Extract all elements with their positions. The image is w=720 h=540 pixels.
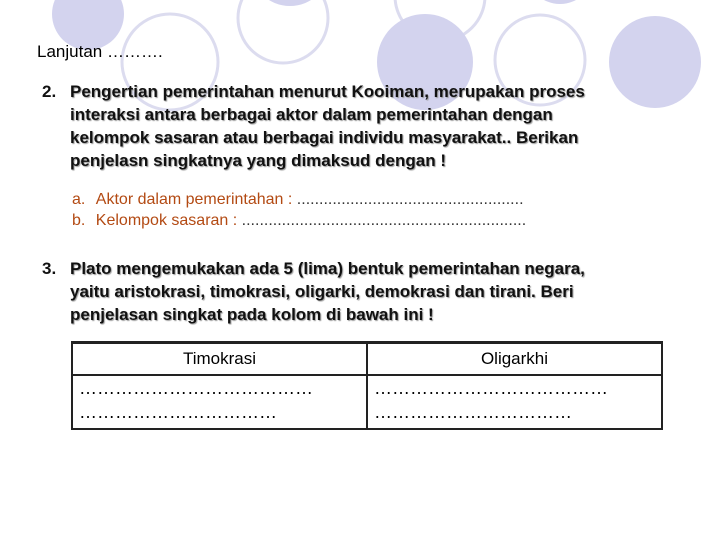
- question-line: penjelasn singkatnya yang dimaksud dengan !: [70, 151, 446, 170]
- column-header-timokrasi: Timokrasi: [72, 343, 367, 376]
- answer-table: [71, 341, 663, 430]
- subitem-a: [72, 191, 524, 209]
- question-line: kelompok sasaran atau berbagai individu masyarakat.. Berikan: [70, 128, 579, 147]
- question-line: interaksi antara berbagai aktor dalam pemerintahan dengan: [70, 105, 553, 124]
- page-heading: Lanjutan ……….: [37, 42, 163, 61]
- answer-dots: ……………………………: [79, 402, 277, 422]
- subitem-b: [72, 212, 526, 230]
- column-header-oligarkhi: Oligarkhi: [367, 343, 662, 376]
- answer-cell-oligarkhi[interactable]: [367, 375, 662, 429]
- question-number: 2.: [42, 82, 57, 101]
- subitem-letter: a.: [72, 191, 86, 208]
- question-line: penjelasan singkat pada kolom di bawah ini !: [70, 305, 434, 324]
- answer-dots: ……………………………: [374, 402, 572, 422]
- subitem-label: Kelompok sasaran :: [95, 212, 238, 229]
- answer-blank[interactable]: ................................................................: [241, 212, 527, 229]
- answer-blank[interactable]: ...................................................: [296, 191, 524, 208]
- subitem-letter: b.: [72, 212, 86, 229]
- question-text: [70, 80, 585, 172]
- answer-dots: …………………………………: [79, 378, 313, 398]
- subitem-label: Aktor dalam pemerintahan :: [95, 191, 293, 208]
- question-text: [70, 257, 585, 326]
- question-line: Pengertian pemerintahan menurut Kooiman, merupakan proses: [70, 82, 585, 101]
- question-line: yaitu aristokrasi, timokrasi, oligarki, demokrasi dan tirani. Beri: [70, 282, 574, 301]
- question-number: 3.: [42, 259, 57, 278]
- answer-cell-timokrasi[interactable]: [72, 375, 367, 429]
- question-line: Plato mengemukakan ada 5 (lima) bentuk pemerintahan negara,: [70, 259, 585, 278]
- answer-dots: …………………………………: [374, 378, 608, 398]
